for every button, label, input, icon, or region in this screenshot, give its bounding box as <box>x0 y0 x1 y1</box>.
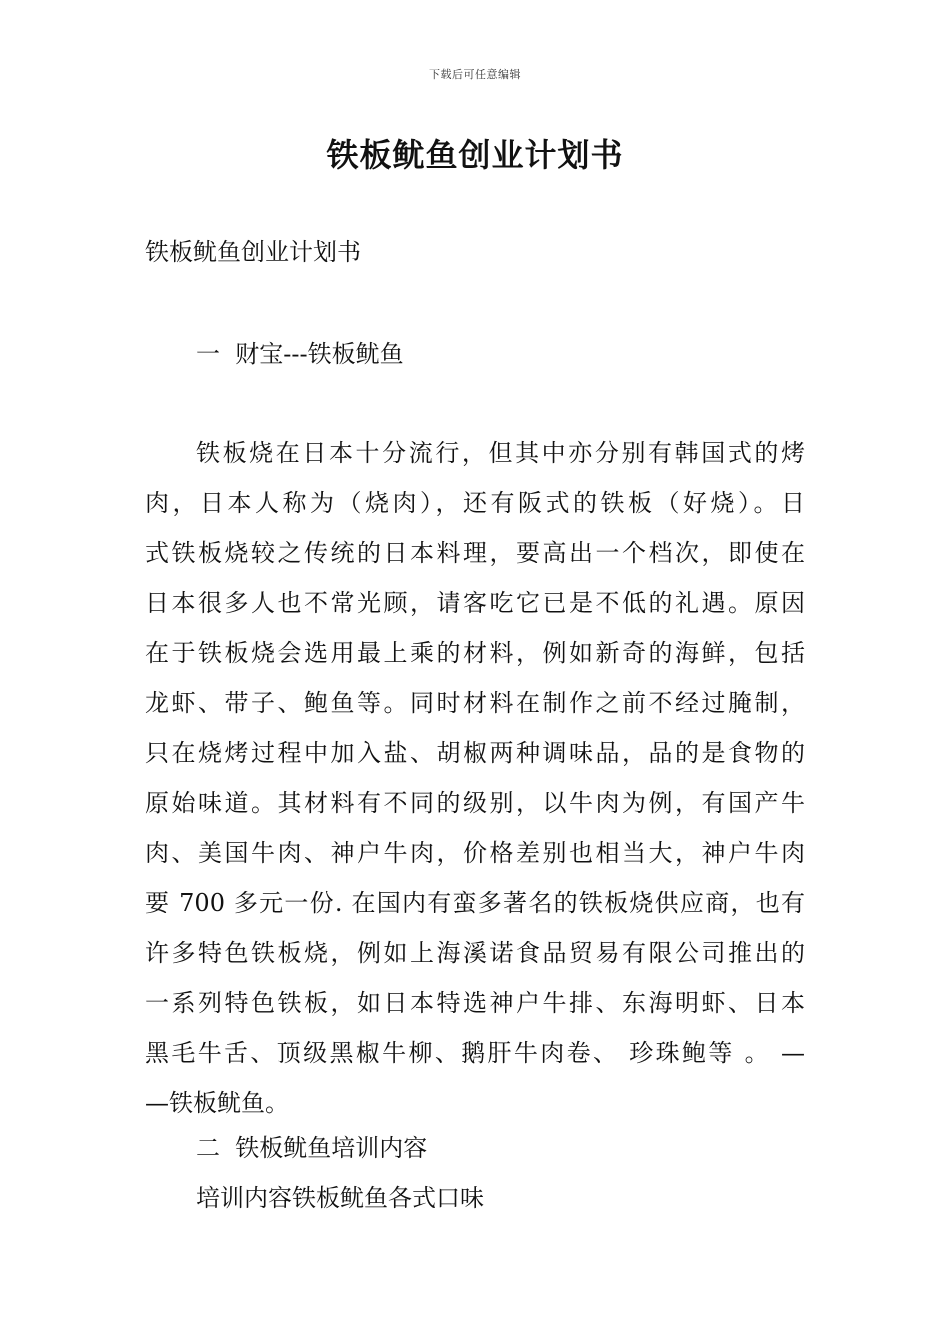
section-1-heading: 一 财宝---铁板鱿鱼 <box>196 340 404 368</box>
paragraph-line: 一系列特色铁板，如日本特选神户牛排、东海明虾、日本 <box>145 989 805 1017</box>
header-note: 下载后可任意编辑 <box>429 68 521 81</box>
paragraph-line: 铁板烧在日本十分流行，但其中亦分别有韩国式的烤 <box>196 439 805 467</box>
section-1-paragraph <box>145 428 805 1128</box>
paragraph-line: 黑毛牛舌、顶级黑椒牛柳、鹅肝牛肉卷、 珍珠鲍等 。 — <box>145 1039 805 1067</box>
section-2-body: 培训内容铁板鱿鱼各式口味 <box>196 1184 484 1212</box>
section-2-heading: 二 铁板鱿鱼培训内容 <box>196 1134 428 1162</box>
paragraph-line: 只在烧烤过程中加入盐、胡椒两种调味品，品的是食物的 <box>145 739 805 767</box>
paragraph-line: 许多特色铁板烧，例如上海溪诺食品贸易有限公司推出的 <box>145 939 805 967</box>
paragraph-line: 肉、美国牛肉、神户牛肉，价格差别也相当大，神户牛肉 <box>145 839 805 867</box>
document-subtitle: 铁板鱿鱼创业计划书 <box>145 238 361 266</box>
paragraph-line: 龙虾、带子、鲍鱼等。同时材料在制作之前不经过腌制， <box>145 689 805 717</box>
paragraph-line: —铁板鱿鱼。 <box>145 1089 289 1117</box>
paragraph-line: 式铁板烧较之传统的日本料理，要高出一个档次，即使在 <box>145 539 805 567</box>
paragraph-line: 原始味道。其材料有不同的级别，以牛肉为例，有国产牛 <box>145 789 805 817</box>
document-title: 铁板鱿鱼创业计划书 <box>326 136 624 174</box>
paragraph-line: 肉，日本人称为（烧肉），还有阪式的铁板（好烧）。日 <box>145 489 805 517</box>
paragraph-line: 在于铁板烧会选用最上乘的材料，例如新奇的海鲜，包括 <box>145 639 805 667</box>
paragraph-line: 日本很多人也不常光顾，请客吃它已是不低的礼遇。原因 <box>145 589 805 617</box>
paragraph-line: 要 700 多元一份. 在国内有蛮多著名的铁板烧供应商，也有 <box>145 889 805 917</box>
